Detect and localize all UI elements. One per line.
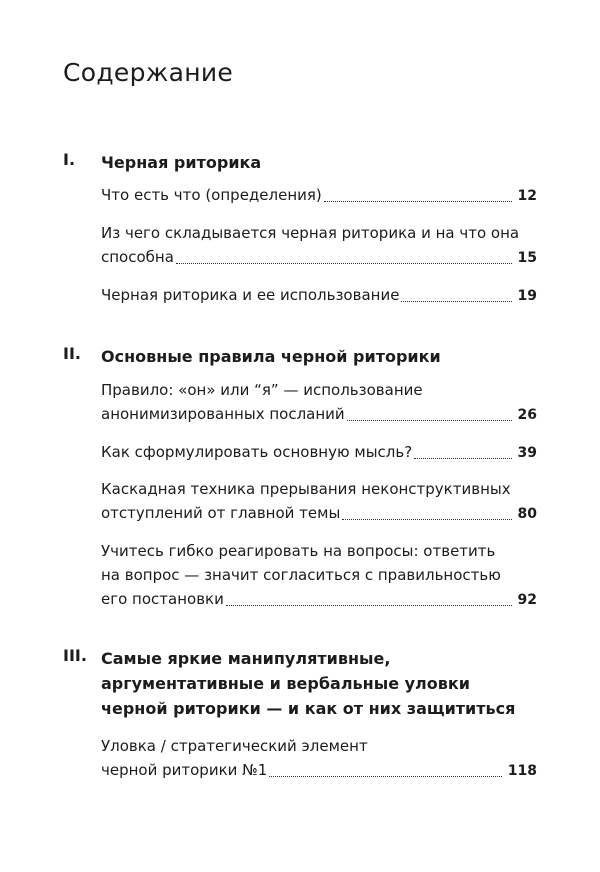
entry-text-line: Каскадная техника прерывания неконструктивных [101, 480, 511, 498]
entry-text: Черная риторика и ее использование [101, 286, 400, 304]
dot-leader [414, 458, 511, 459]
page-number: 12 [517, 188, 537, 204]
dot-leader [176, 263, 512, 264]
toc-entry[interactable] [101, 283, 537, 308]
toc-entry[interactable] [101, 440, 537, 465]
chapter-title-line: аргументативные и вербальные уловки [101, 674, 470, 693]
entry-text: его постановки [101, 590, 224, 608]
chapter-title: Основные правила черной риторики [101, 347, 441, 366]
toc-entry[interactable] [101, 183, 537, 208]
toc-entry[interactable] [101, 477, 537, 526]
toc-entry[interactable] [101, 734, 537, 783]
entry-text: Что есть что (определения) [101, 186, 322, 204]
entry-text: способна [101, 248, 174, 266]
dot-leader [342, 519, 511, 520]
toc-entry[interactable] [101, 539, 537, 612]
page-number: 92 [517, 592, 537, 608]
page-number: 15 [517, 250, 537, 266]
toc-entry[interactable] [101, 378, 537, 427]
entry-text-line: на вопрос — значит согласиться с правильностью [101, 566, 501, 584]
page-number: 118 [507, 763, 537, 779]
entry-text-line: Учитесь гибко реагировать на вопросы: ответить [101, 542, 496, 560]
dot-leader [401, 301, 511, 302]
entry-text: черной риторики №1 [101, 761, 268, 779]
page-title: Содержание [63, 58, 234, 87]
entry-text: Как сформулировать основную мысль? [101, 443, 413, 461]
chapter-number: II. [63, 344, 81, 363]
chapter-number: III. [63, 646, 87, 665]
page-number: 26 [517, 407, 537, 423]
toc-entry[interactable] [101, 221, 537, 270]
entry-text: анонимизированных посланий [101, 405, 345, 423]
dot-leader [324, 201, 512, 202]
chapter-title-line: Самые яркие манипулятивные, [101, 649, 391, 668]
dot-leader [226, 605, 512, 606]
entry-text: отступлений от главной темы [101, 504, 341, 522]
page-number: 39 [517, 445, 537, 461]
chapter-title [101, 646, 521, 721]
chapter-title-line: черной риторики — и как от них защититься [101, 699, 516, 718]
entry-text-line: Из чего складывается черная риторика и на что она [101, 224, 520, 242]
dot-leader [347, 420, 512, 421]
page-number: 80 [517, 506, 537, 522]
chapter-number: I. [63, 150, 76, 169]
dot-leader [269, 776, 501, 777]
page-number: 19 [517, 288, 537, 304]
entry-text-line: Уловка / стратегический элемент [101, 737, 368, 755]
chapter-title: Черная риторика [101, 153, 262, 172]
entry-text-line: Правило: «он» или “я” — использование [101, 381, 423, 399]
